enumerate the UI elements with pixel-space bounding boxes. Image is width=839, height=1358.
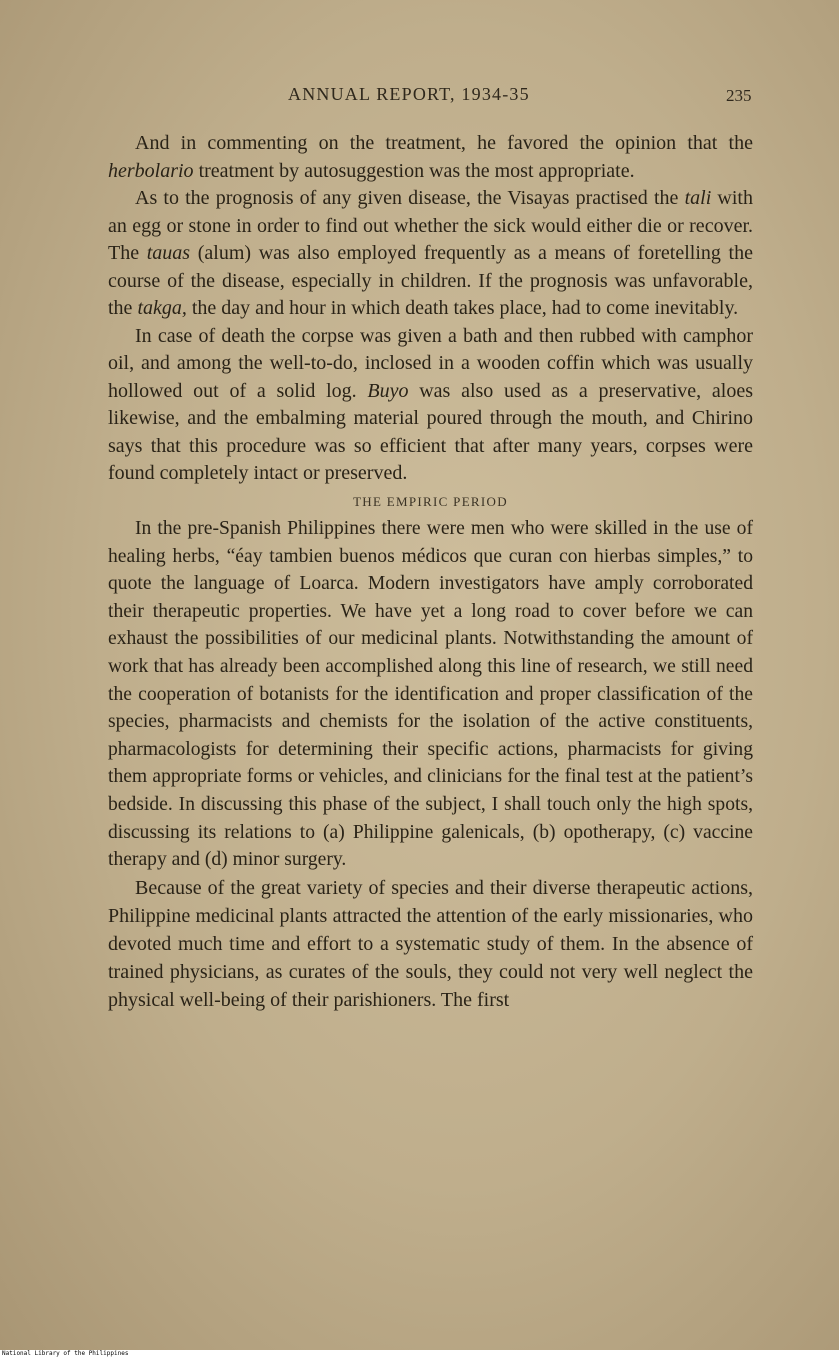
page-number: 235 xyxy=(726,86,752,105)
italic-term: tauas xyxy=(146,242,191,264)
text-run: (alum) was also employed frequently as a means of foretelling the course of the disease, especially in children. If the prognosis was unfavorable, the xyxy=(108,242,753,319)
italic-term: tali xyxy=(684,187,712,209)
running-head xyxy=(0,84,839,108)
italic-term: Buyo xyxy=(367,379,409,402)
paragraph-medicinal-plants: Because of the great variety of species and their diverse therapeutic actions, Philippine medicinal plants attracted the attention of the early missionaries, who devoted much time and effort to a systematic study of them. In the absence of trained physicians, as curates of the souls, they could not very well neglect the physical well-being of their parishioners. The first xyxy=(108,876,753,1011)
text-run: As to the prognosis of any given disease, the Visayas practised the xyxy=(135,187,685,209)
text-run: And in commenting on the treatment, he favored the opinion that the xyxy=(135,132,753,154)
text-run: treatment by autosuggestion was the most appropriate. xyxy=(193,159,635,182)
footer-credit: National Library of the Philippines xyxy=(2,1350,129,1357)
text-run: with an egg or stone in order to find out whether the sick would either die or recover. The xyxy=(108,187,753,264)
running-title: ANNUAL REPORT, 1934-35 xyxy=(288,84,530,104)
paragraph-treatment xyxy=(108,130,753,185)
italic-term: herbolario xyxy=(108,159,194,182)
paragraph-empiric: In the pre-Spanish Philippines there were men who were skilled in the use of healing herbs, “éay tambien buenos médicos que curan con hierbas simples,” to quote the language of Loarca. Modern investigators have amply corroborated their therapeutic properties. We have yet a long road to cover before we can exhaust the possibilities of our medicinal plants. Notwithstanding the amount of work that has already been accomplished along this line of research, we still need the cooperation of botanists for the identification and proper classification of the species, pharmacists and chemists for the isolation of the active constituents, pharmacologists for determining their specific actions, pharmacists for giving them appropriate forms or vehicles, and clinicians for the final test at the patient’s bedside. In discussing this phase of the subject, I shall touch only the high spots, discussing its relations to (a) Philippine galenicals, (b) opotherapy, (c) vaccine therapy and (d) minor surgery. xyxy=(108,518,753,871)
paragraph-death-rites xyxy=(108,323,753,488)
section-heading: THE EMPIRIC PERIOD xyxy=(353,493,508,509)
text-run: was also used as a preservative, aloes likewise, and the embalming material poured through the mouth, and Chirino says that this procedure was so efficient that after many years, corpses were found completely intact or preserved. xyxy=(108,379,753,484)
text-run: the day and hour in which death takes place, had to come inevitably. xyxy=(186,297,739,319)
text-run: In case of death the corpse was given a bath and then rubbed with camphor oil, and among the well-to-do, inclosed in a wooden coffin which was usually hollowed out of a solid log. xyxy=(108,324,753,402)
paragraph-prognosis xyxy=(108,185,753,323)
body-text xyxy=(108,130,753,1014)
italic-term: takga, xyxy=(137,297,187,319)
